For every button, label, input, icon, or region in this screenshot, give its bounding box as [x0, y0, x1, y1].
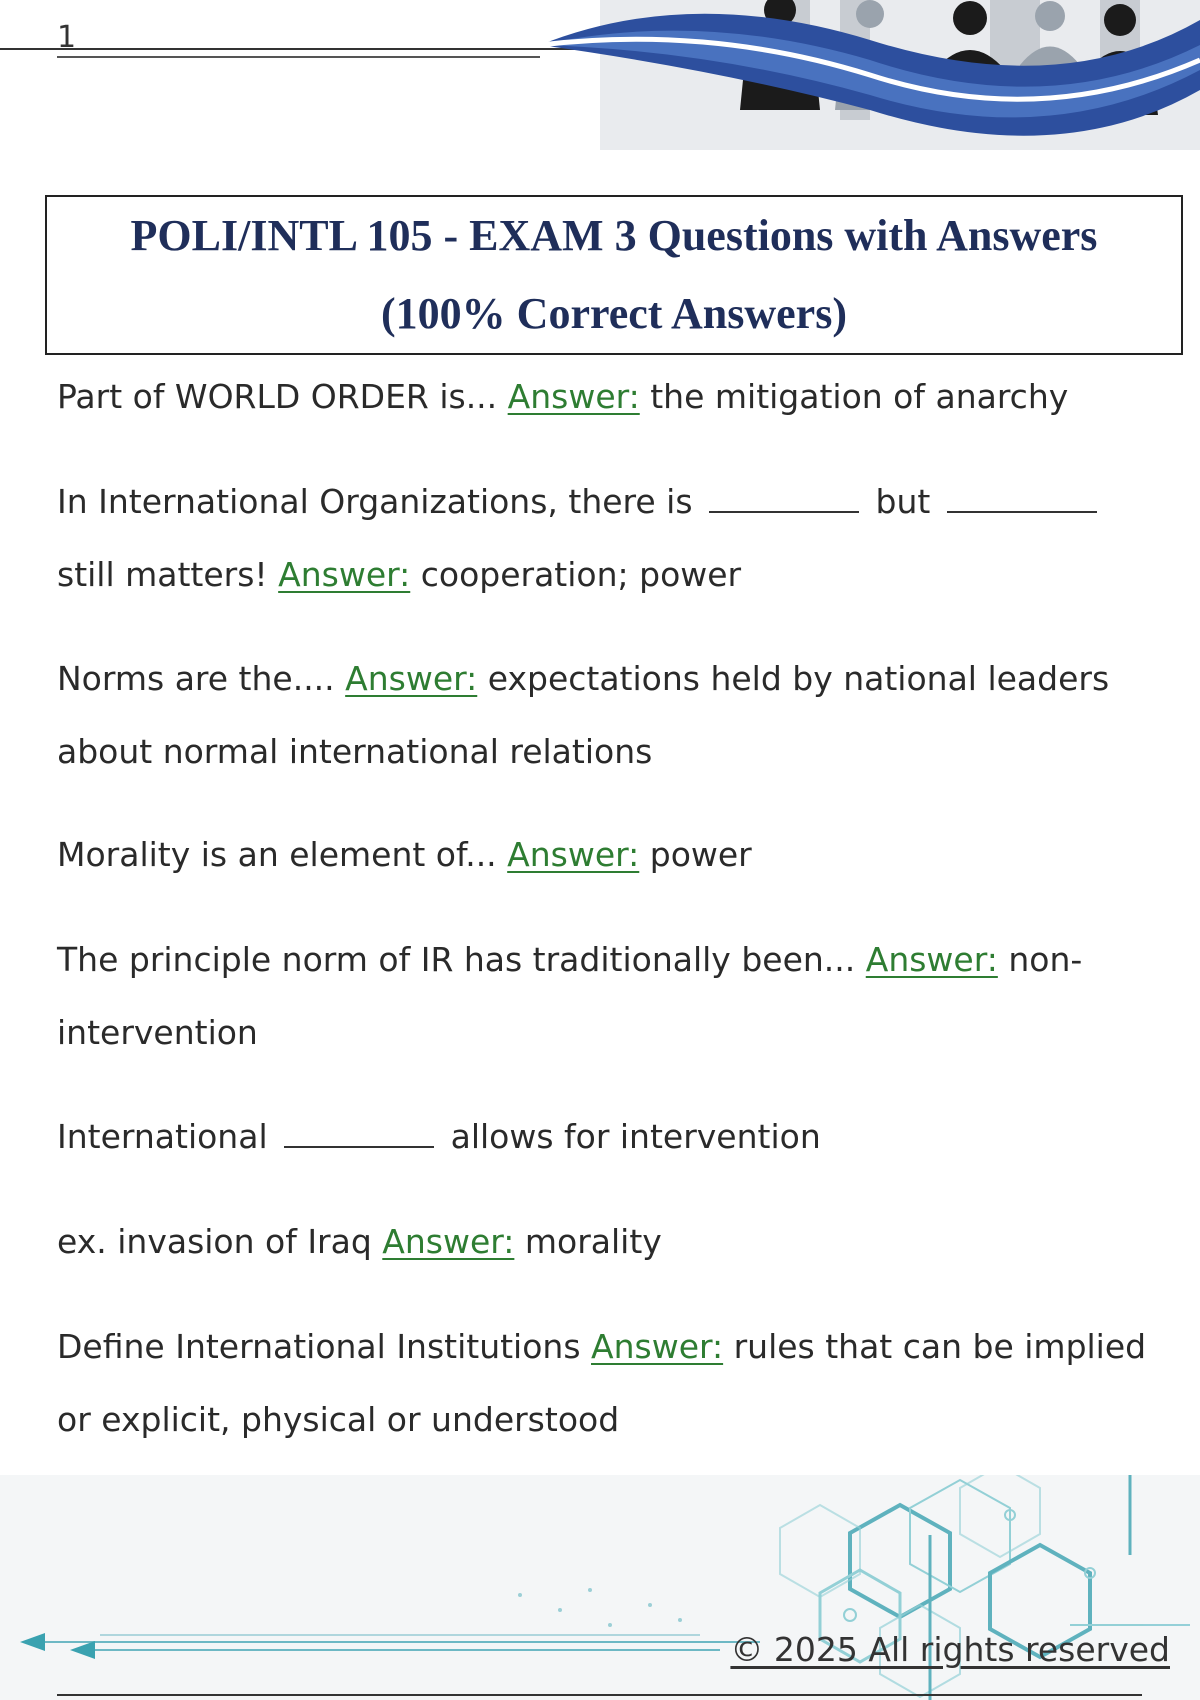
question-text: In International Organizations, there is: [57, 482, 704, 521]
qa-item: [57, 642, 1157, 788]
question-text: International: [57, 1117, 279, 1156]
answer-label: Answer:: [865, 940, 998, 979]
answer-text: morality: [514, 1222, 662, 1261]
answer-label: Answer:: [507, 835, 640, 874]
qa-item: [57, 923, 1157, 1069]
qa-item: [57, 360, 1157, 433]
qa-item: [57, 818, 1157, 891]
answer-text: power: [639, 835, 752, 874]
question-text: Morality is an element of...: [57, 835, 508, 874]
question-text: still matters!: [57, 555, 279, 594]
answer-text: the mitigation of anarchy: [639, 377, 1069, 416]
answer-label: Answer:: [507, 377, 640, 416]
question-text: but: [865, 482, 941, 521]
title-box: [45, 195, 1183, 355]
document-subtitle: (100% Correct Answers): [381, 289, 847, 338]
page-number: 1: [57, 20, 77, 55]
qa-item: [57, 465, 1157, 611]
qa-item: [57, 1100, 1157, 1173]
qa-item: [57, 1205, 1157, 1278]
fill-in-blank: [947, 481, 1097, 513]
document-title: POLI/INTL 105 - EXAM 3 Questions with Answers: [130, 211, 1098, 260]
footer-rule: [57, 1694, 1142, 1696]
answer-label: Answer:: [591, 1327, 724, 1366]
question-text: Norms are the....: [57, 659, 346, 698]
answer-text: rules that can be implied or explicit, physical or understood: [57, 1327, 1147, 1439]
answer-text: cooperation; power: [410, 555, 742, 594]
answer-label: Answer:: [382, 1222, 515, 1261]
answer-label: Answer:: [278, 555, 411, 594]
header-people-wave-graphic: [540, 0, 1200, 160]
answer-text: expectations held by national leaders about normal international relations: [57, 659, 1110, 771]
qa-item: [57, 1310, 1157, 1456]
answer-text: non-intervention: [57, 940, 1083, 1052]
fill-in-blank: [709, 481, 859, 513]
question-text: allows for intervention: [440, 1117, 821, 1156]
fill-in-blank: [284, 1116, 434, 1148]
page-number-underline: [57, 56, 540, 58]
question-text: The principle norm of IR has traditionally been...: [57, 940, 866, 979]
question-text: Part of WORLD ORDER is...: [57, 377, 508, 416]
copyright-notice: © 2025 All rights reserved: [730, 1630, 1170, 1669]
question-text: ex. invasion of Iraq: [57, 1222, 383, 1261]
answer-label: Answer:: [345, 659, 478, 698]
question-text: Define International Institutions: [57, 1327, 592, 1366]
